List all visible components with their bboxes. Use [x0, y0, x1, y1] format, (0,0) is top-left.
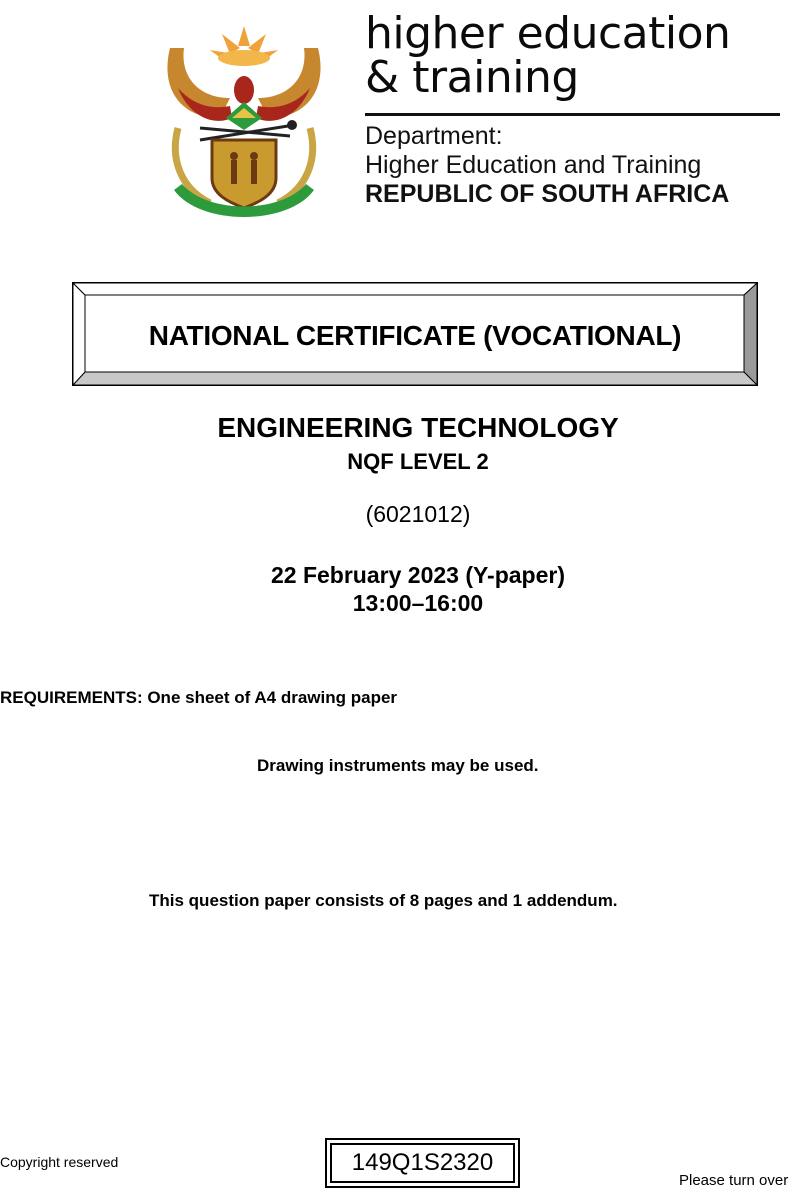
banner-title: NATIONAL CERTIFICATE (VOCATIONAL)	[148, 320, 682, 351]
logo-divider	[365, 113, 780, 116]
department-label: Department:	[365, 122, 503, 150]
subject-code: (6021012)	[365, 501, 471, 527]
department-logo-text	[365, 8, 731, 103]
instruments-note: Drawing instruments may be used.	[257, 756, 539, 775]
exam-time: 13:00–16:00	[352, 590, 484, 616]
paper-code-box	[325, 1138, 520, 1188]
pages-note: This question paper consists of 8 pages and 1 addendum.	[149, 891, 618, 910]
logo-line-2: & training	[365, 52, 579, 103]
exam-date: 22 February 2023 (Y-paper)	[270, 562, 566, 588]
coat-of-arms-logo	[160, 18, 328, 223]
crest-icon	[160, 18, 328, 223]
turn-over-text: Please turn over	[679, 1172, 789, 1189]
country-name: REPUBLIC OF SOUTH AFRICA	[365, 180, 730, 208]
department-name: Higher Education and Training	[365, 151, 702, 179]
subject-title: ENGINEERING TECHNOLOGY	[217, 412, 619, 443]
copyright-text: Copyright reserved	[0, 1154, 119, 1170]
nqf-level: NQF LEVEL 2	[347, 449, 489, 474]
department-block	[365, 122, 729, 209]
requirements-text: REQUIREMENTS: One sheet of A4 drawing paper	[0, 688, 398, 707]
logo-line-1: higher education	[365, 8, 731, 59]
paper-code: 149Q1S2320	[330, 1143, 515, 1183]
